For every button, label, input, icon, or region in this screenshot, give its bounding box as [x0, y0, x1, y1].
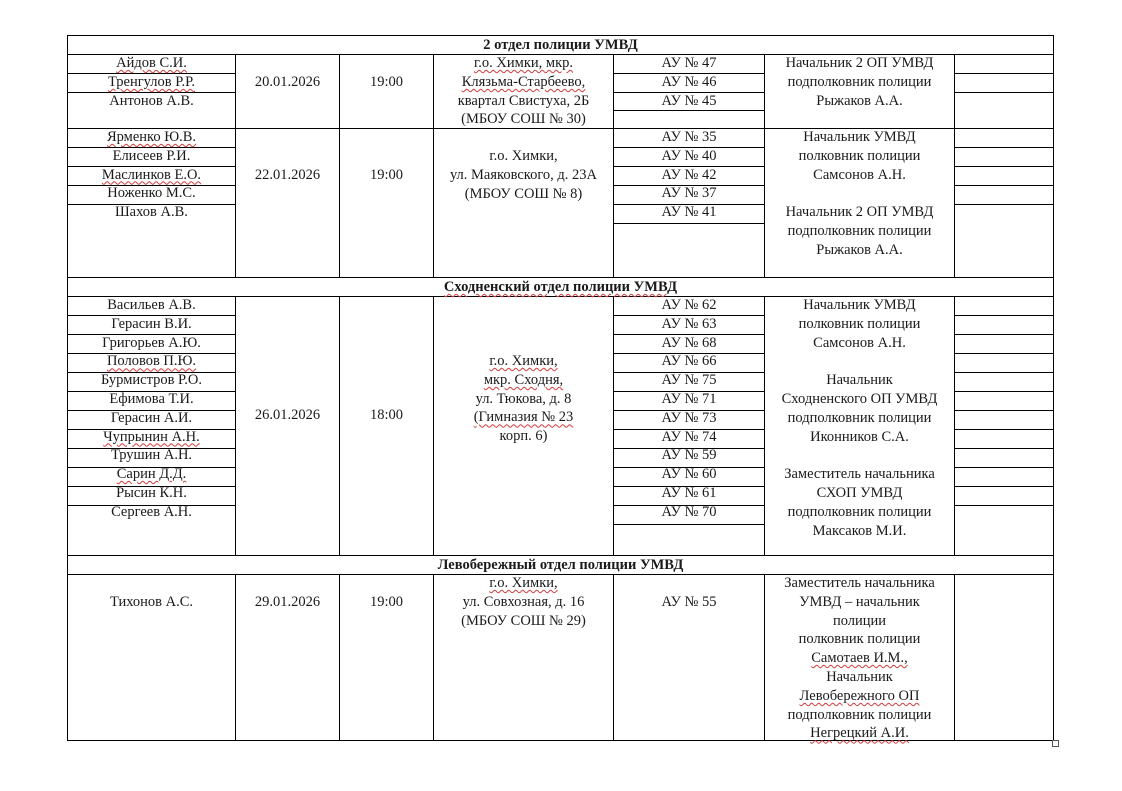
au-cell: АУ № 60: [661, 466, 717, 483]
address-line: мкр. Сходня,: [483, 371, 564, 388]
au-cell: АУ № 61: [661, 484, 717, 501]
address-line: (МБОУ СОШ № 30): [461, 111, 586, 128]
responsible-line: Рыжаков А.А.: [816, 241, 903, 258]
au-cell: АУ № 74: [661, 428, 717, 445]
column-divider: [954, 574, 955, 741]
cell-divider: [954, 185, 1054, 186]
column-divider: [235, 296, 236, 556]
name-cell: Сарин Д.Д.: [116, 466, 187, 483]
au-list: [614, 128, 764, 222]
responsible-line: полковник полиции: [798, 147, 921, 164]
au-cell: АУ № 73: [661, 409, 717, 426]
responsible-line: [765, 352, 954, 371]
responsible-line: полковник полиции: [798, 315, 921, 332]
name-cell: Ноженко М.С.: [107, 185, 196, 202]
au-list: [614, 54, 764, 110]
table-resize-handle[interactable]: [1052, 740, 1059, 747]
date-cell: 20.01.2026: [254, 74, 321, 90]
cell-divider: [954, 204, 1054, 205]
au-cell: АУ № 45: [661, 92, 717, 109]
au-cell: АУ № 66: [661, 353, 717, 370]
date-cell: 29.01.2026: [254, 594, 321, 610]
address-line: (МБОУ СОШ № 29): [461, 612, 586, 629]
cell-divider: [954, 448, 1054, 449]
au-cell: АУ № 37: [661, 185, 717, 202]
name-cell: Шахов А.В.: [115, 204, 188, 221]
cell-divider: [954, 353, 1054, 354]
name-cell: Сергеев А.Н.: [111, 503, 192, 520]
name-cell: Айдов С.И.: [116, 55, 187, 71]
cell-divider: [613, 223, 765, 224]
responsible-line: Заместитель начальника: [784, 575, 935, 591]
name-cell: Елисеев Р.И.: [112, 147, 191, 164]
au-cell: АУ № 35: [661, 129, 717, 145]
responsible-line: Заместитель начальника: [784, 466, 935, 483]
au-cell: АУ № 70: [661, 503, 717, 520]
address-line: корп. 6): [499, 428, 548, 445]
au-cell: АУ № 62: [661, 297, 717, 313]
address-line: г.о. Химки,: [489, 353, 558, 369]
address-line: (МБОУ СОШ № 8): [464, 185, 583, 202]
au-cell: АУ № 63: [661, 315, 717, 332]
au-list: [614, 296, 764, 522]
responsible-line: Начальник 2 ОП УМВД: [785, 204, 934, 221]
name-cell: Ефимова Т.И.: [109, 390, 194, 407]
responsible-line: Иконников С.А.: [810, 428, 909, 445]
cell-divider: [613, 524, 765, 525]
name-list: [68, 128, 235, 222]
responsible-line: [765, 184, 954, 203]
name-cell: Ярменко Ю.В.: [106, 129, 197, 145]
address-line: г.о. Химки, мкр.: [474, 55, 573, 71]
address-cell: [434, 574, 613, 630]
responsible-line: подполковник полиции: [787, 706, 932, 723]
responsible-cell: [765, 54, 954, 110]
responsible-cell: [765, 296, 954, 540]
time-cell: 18:00: [369, 407, 404, 423]
responsible-line: Начальник: [826, 668, 893, 685]
name-cell: Герасин В.И.: [111, 315, 192, 332]
au-cell: АУ № 40: [661, 147, 717, 164]
cell-divider: [954, 73, 1054, 74]
responsible-line: [765, 446, 954, 465]
responsible-line: Максаков М.И.: [812, 522, 907, 539]
au-cell: АУ № 47: [661, 55, 717, 71]
responsible-cell: [765, 574, 954, 743]
cell-divider: [954, 410, 1054, 411]
responsible-line: СХОП УМВД: [816, 484, 903, 501]
address-line: ул. Тюкова, д. 8: [475, 390, 572, 407]
address-line: (Гимназия № 23: [473, 409, 574, 426]
column-divider: [954, 296, 955, 556]
au-list: [614, 593, 764, 612]
responsible-line: Левобережного ОП: [799, 687, 920, 704]
responsible-line: подполковник полиции: [787, 222, 932, 239]
time-cell: 19:00: [369, 167, 404, 183]
name-cell: Трушин А.Н.: [110, 447, 193, 464]
responsible-line: подполковник полиции: [787, 409, 932, 426]
au-cell: АУ № 59: [661, 447, 717, 464]
name-cell: Маслинков Е.О.: [101, 166, 202, 183]
name-cell: Герасин А.И.: [110, 409, 193, 426]
name-list: [68, 54, 235, 110]
responsible-line: Негрецкий А.И.: [810, 725, 909, 742]
name-cell: Чупрынин А.Н.: [103, 428, 200, 445]
responsible-line: Начальник УМВД: [803, 129, 916, 145]
au-cell: АУ № 41: [661, 204, 717, 221]
responsible-line: Начальник: [826, 372, 893, 389]
cell-divider: [954, 429, 1054, 430]
au-cell: АУ № 71: [661, 390, 717, 407]
responsible-line: полковник полиции: [798, 631, 921, 648]
address-line: ул. Совхозная, д. 16: [462, 593, 585, 610]
cell-divider: [954, 147, 1054, 148]
cell-divider: [954, 486, 1054, 487]
address-line: ул. Маяковского, д. 23А: [449, 166, 598, 183]
name-list: [68, 593, 235, 612]
cell-divider: [954, 372, 1054, 373]
date-cell: 22.01.2026: [254, 167, 321, 183]
cell-divider: [954, 505, 1054, 506]
date-cell: 26.01.2026: [254, 407, 321, 423]
cell-divider: [954, 166, 1054, 167]
section-header: Левобережный отдел полиции УМВД: [437, 557, 684, 573]
address-line: Клязьма-Старбеево,: [461, 73, 586, 90]
cell-divider: [954, 92, 1054, 93]
section-header: Сходненский отдел полиции УМВД: [443, 279, 678, 295]
time-cell: 19:00: [369, 74, 404, 90]
name-cell: Рысин К.Н.: [116, 484, 187, 501]
au-cell: АУ № 55: [661, 594, 717, 610]
responsible-line: УМВД – начальник: [799, 593, 920, 610]
address-cell: [434, 54, 613, 129]
section-header: 2 отдел полиции УМВД: [483, 37, 638, 53]
responsible-cell: [765, 128, 954, 260]
cell-divider: [954, 315, 1054, 316]
cell-divider: [954, 467, 1054, 468]
time-cell: 19:00: [369, 594, 404, 610]
responsible-line: Самсонов А.Н.: [813, 334, 906, 351]
responsible-line: Начальник УМВД: [803, 297, 916, 313]
name-cell: Васильев А.В.: [107, 297, 196, 313]
name-list: [68, 296, 235, 522]
name-cell: Григорьев А.Ю.: [102, 334, 201, 351]
name-cell: Тренгулов Р.Р.: [107, 73, 196, 90]
table-right-border: [1053, 35, 1054, 741]
responsible-line: Рыжаков А.А.: [816, 92, 903, 109]
address-cell: [434, 352, 613, 446]
au-cell: АУ № 68: [661, 334, 717, 351]
au-cell: АУ № 75: [661, 372, 717, 389]
responsible-line: Начальник 2 ОП УМВД: [785, 55, 934, 71]
au-cell: АУ № 42: [661, 166, 717, 183]
responsible-line: полиции: [832, 612, 887, 629]
cell-divider: [954, 334, 1054, 335]
name-cell: Тихонов А.С.: [109, 594, 194, 610]
name-cell: Бурмистров Р.О.: [100, 372, 203, 389]
address-cell: [434, 147, 613, 203]
name-cell: Половов П.Ю.: [106, 353, 197, 370]
column-divider: [339, 296, 340, 556]
au-cell: АУ № 46: [661, 73, 717, 90]
address-line: г.о. Химки,: [489, 575, 558, 591]
responsible-line: подполковник полиции: [787, 503, 932, 520]
responsible-line: Самотаев И.М.,: [811, 650, 908, 667]
name-cell: Антонов А.В.: [109, 92, 194, 109]
responsible-line: Самсонов А.Н.: [813, 166, 906, 183]
responsible-line: Сходненского ОП УМВД: [781, 390, 938, 407]
cell-divider: [954, 391, 1054, 392]
address-line: г.о. Химки,: [489, 148, 558, 164]
address-line: квартал Свистуха, 2Б: [457, 92, 590, 109]
responsible-line: подполковник полиции: [787, 73, 932, 90]
